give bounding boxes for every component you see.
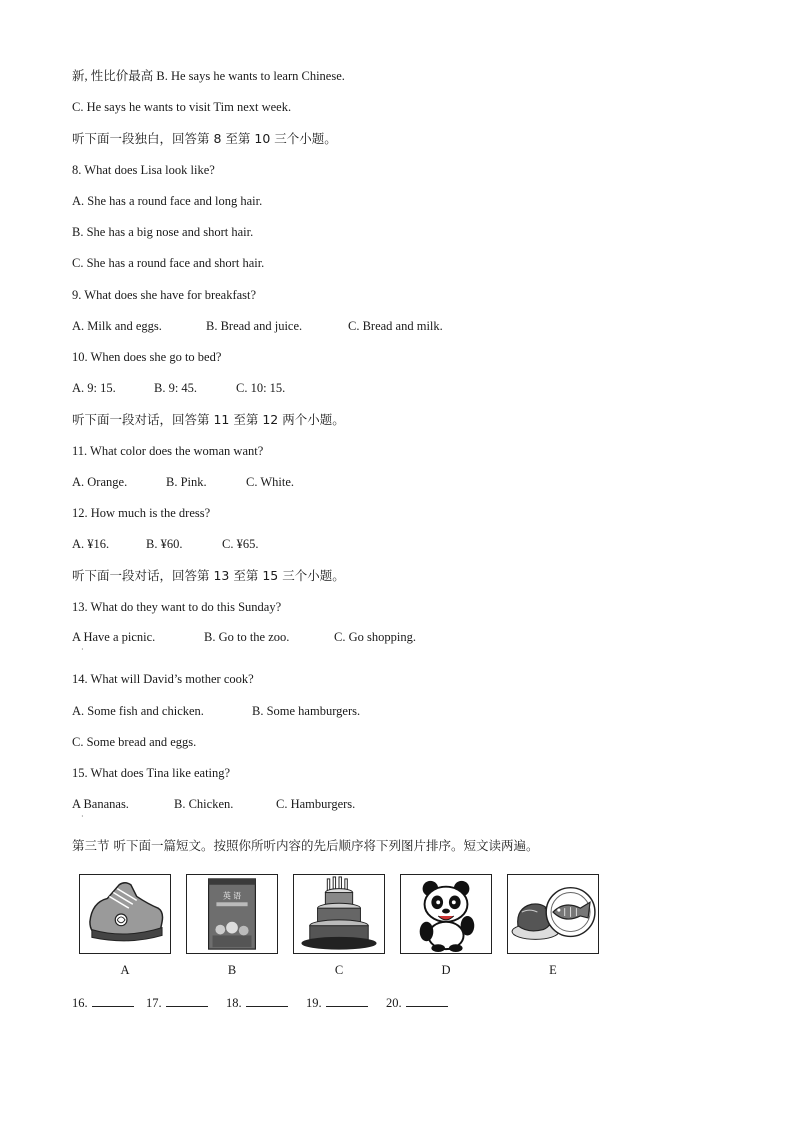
q8-option-c: C. She has a round face and short hair. xyxy=(72,256,265,270)
scan-mark: · xyxy=(81,645,84,654)
picture-b xyxy=(186,874,278,954)
q15-option-c: C. Hamburgers. xyxy=(276,797,356,811)
answer-19[interactable] xyxy=(306,994,368,1011)
q14-option-b: B. Some hamburgers. xyxy=(252,704,361,718)
q11-option-b: B. Pink. xyxy=(166,475,207,489)
book-cover-title: 英 语 xyxy=(222,891,242,901)
q13-option-b: B. Go to the zoo. xyxy=(204,630,290,644)
question-14: 14. What will David’s mother cook? xyxy=(72,672,254,686)
q15-option-b: B. Chicken. xyxy=(174,797,234,811)
question-12: 12. How much is the dress? xyxy=(72,506,211,520)
section-instruction: 听下面一段独白，回答第 8 至第 10 三个小题。 xyxy=(72,131,337,146)
q9-option-b: B. Bread and juice. xyxy=(206,319,303,333)
answer-16[interactable] xyxy=(72,994,134,1011)
picture-c xyxy=(293,874,385,954)
q8-option-b: B. She has a big nose and short hair. xyxy=(72,225,254,239)
question-10: 10. When does she go to bed? xyxy=(72,350,222,364)
q14-option-c: C. Some bread and eggs. xyxy=(72,735,197,749)
question-9: 9. What does she have for breakfast? xyxy=(72,288,257,302)
question-11: 11. What color does the woman want? xyxy=(72,444,264,458)
q15-option-a: A Bananas. xyxy=(72,797,129,811)
q13-option-c: C. Go shopping. xyxy=(334,630,416,644)
q10-option-a: A. 9: 15. xyxy=(72,381,116,395)
picture-label-c: C xyxy=(334,963,344,977)
q9-option-c: C. Bread and milk. xyxy=(348,319,443,333)
q8-option-a: A. She has a round face and long hair. xyxy=(72,194,263,208)
q12-option-a: A. ¥16. xyxy=(72,537,110,551)
q10-option-b: B. 9: 45. xyxy=(154,381,198,395)
answer-number: 16. xyxy=(72,996,88,1010)
picture-label-d: D xyxy=(441,963,451,977)
panda-icon xyxy=(401,875,491,953)
q12-option-b: B. ¥60. xyxy=(146,537,183,551)
picture-d xyxy=(400,874,492,954)
picture-e xyxy=(507,874,599,954)
picture-label-b: B xyxy=(227,963,237,977)
text-line: 新, 性比价最高 B. He says he wants to learn Chinese. xyxy=(72,69,345,83)
answer-number: 18. xyxy=(226,996,242,1010)
section-instruction: 听下面一段对话，回答第 11 至第 12 两个小题。 xyxy=(72,412,345,427)
picture-label-a: A xyxy=(120,963,130,977)
section-3-instruction: 第三节 听下面一篇短文。按照你所听内容的先后顺序将下列图片排序。短文读两遍。 xyxy=(72,838,539,853)
picture-label-e: E xyxy=(549,963,557,977)
section-instruction: 听下面一段对话，回答第 13 至第 15 三个小题。 xyxy=(72,568,345,583)
q9-option-a: A. Milk and eggs. xyxy=(72,319,162,333)
q13-option-a: A Have a picnic. xyxy=(72,630,156,644)
birthday-cake-icon xyxy=(294,875,384,953)
question-15: 15. What does Tina like eating? xyxy=(72,766,231,780)
q14-option-a: A. Some fish and chicken. xyxy=(72,704,204,718)
option-c-line: C. He says he wants to visit Tim next week. xyxy=(72,100,292,114)
answer-17[interactable] xyxy=(146,994,208,1011)
q10-option-c: C. 10: 15. xyxy=(236,381,286,395)
answer-number: 17. xyxy=(146,996,162,1010)
answer-18[interactable] xyxy=(226,994,288,1011)
question-13: 13. What do they want to do this Sunday? xyxy=(72,600,282,614)
question-8: 8. What does Lisa look like? xyxy=(72,163,215,177)
sneaker-icon xyxy=(80,875,170,953)
scan-mark: · xyxy=(81,812,84,821)
answer-20[interactable] xyxy=(386,994,448,1011)
picture-a xyxy=(79,874,171,954)
answer-number: 20. xyxy=(386,996,402,1010)
answer-number: 19. xyxy=(306,996,322,1010)
english-textbook-icon xyxy=(187,875,277,953)
q11-option-c: C. White. xyxy=(246,475,295,489)
q12-option-c: C. ¥65. xyxy=(222,537,259,551)
chicken-and-fish-dishes-icon xyxy=(508,875,598,953)
q11-option-a: A. Orange. xyxy=(72,475,128,489)
